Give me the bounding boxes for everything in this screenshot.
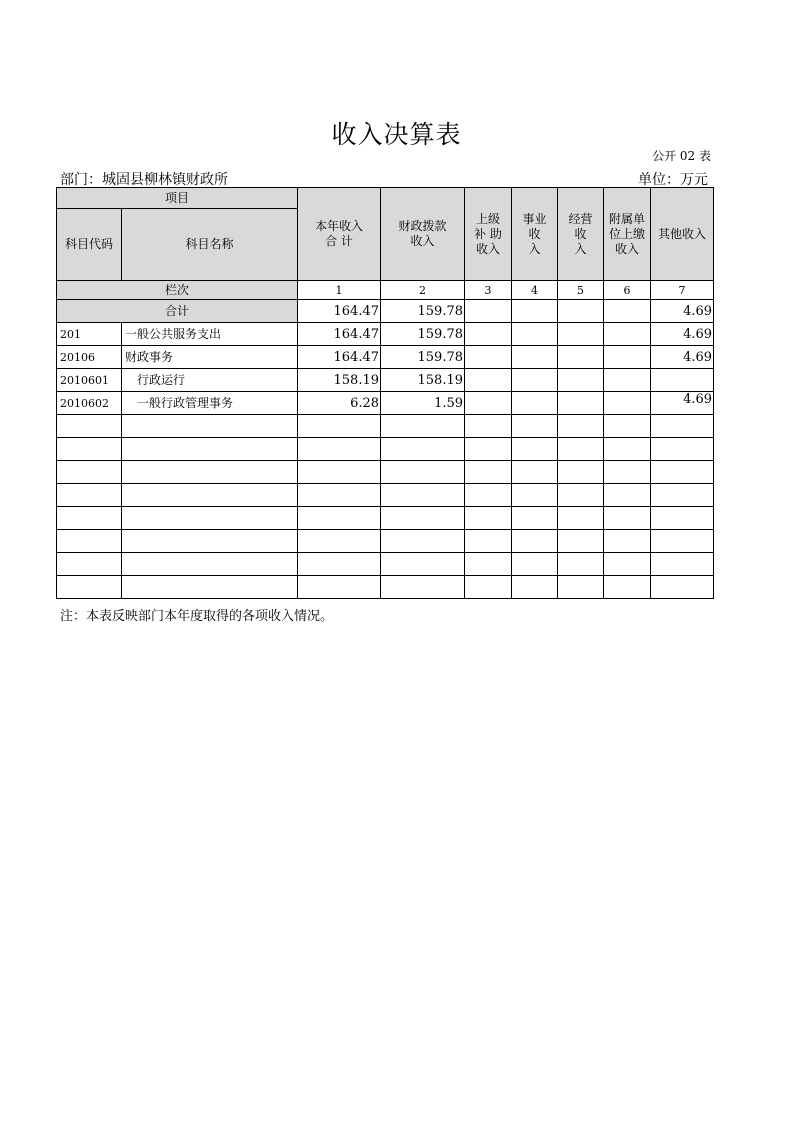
- income-table: [56, 187, 714, 599]
- total-cell: 164.47: [298, 300, 381, 323]
- header-business-income: 事业 收 入: [512, 188, 558, 281]
- header-code: 科目代码: [57, 209, 122, 281]
- empty-row: [57, 461, 714, 484]
- row-name: 财政事务: [122, 346, 298, 369]
- empty-row: [57, 484, 714, 507]
- table-note: 注：本表反映部门本年度取得的各项收入情况。: [60, 609, 334, 624]
- row-cell: [512, 369, 558, 392]
- row-cell: 159.78: [381, 323, 465, 346]
- row-cell: [465, 346, 512, 369]
- row-cell: [651, 369, 714, 392]
- row-cell: 1.59: [381, 392, 465, 415]
- row-cell: [604, 369, 651, 392]
- row-name: 一般行政管理事务: [122, 392, 298, 415]
- row-cell: 159.78: [381, 346, 465, 369]
- row-code: 2010602: [57, 392, 122, 415]
- row-cell: 4.69: [651, 392, 714, 415]
- empty-row: [57, 530, 714, 553]
- total-cell: [512, 300, 558, 323]
- row-code: 2010601: [57, 369, 122, 392]
- row-cell: 164.47: [298, 346, 381, 369]
- total-row: [57, 300, 714, 323]
- total-cell: [465, 300, 512, 323]
- total-cell: [558, 300, 604, 323]
- row-cell: [465, 369, 512, 392]
- header-name: 科目名称: [122, 209, 298, 281]
- row-cell: [465, 323, 512, 346]
- row-cell: [512, 392, 558, 415]
- empty-row: [57, 553, 714, 576]
- header-other-income: 其他收入: [651, 188, 714, 281]
- form-number: 公开 02 表: [652, 149, 711, 163]
- row-name: 行政运行: [122, 369, 298, 392]
- row-cell: [465, 392, 512, 415]
- row-cell: 4.69: [651, 346, 714, 369]
- row-cell: 158.19: [381, 369, 465, 392]
- col-number: 3: [465, 281, 512, 300]
- row-cell: 164.47: [298, 323, 381, 346]
- row-cell: 4.69: [651, 323, 714, 346]
- row-cell: [558, 323, 604, 346]
- col-number: 4: [512, 281, 558, 300]
- total-cell: 159.78: [381, 300, 465, 323]
- row-name: 一般公共服务支出: [122, 323, 298, 346]
- row-code: 20106: [57, 346, 122, 369]
- row-index-label: 栏次: [57, 281, 298, 300]
- empty-row: [57, 576, 714, 599]
- col-number: 7: [651, 281, 714, 300]
- col-number: 1: [298, 281, 381, 300]
- header-project: 项目: [57, 188, 298, 209]
- total-label: 合计: [57, 300, 298, 323]
- unit-label: 单位：万元: [638, 172, 708, 188]
- total-cell: 4.69: [651, 300, 714, 323]
- row-cell: [604, 346, 651, 369]
- col-number: 6: [604, 281, 651, 300]
- row-cell: [558, 392, 604, 415]
- table-row: [57, 323, 714, 346]
- col-number: 5: [558, 281, 604, 300]
- total-cell: [604, 300, 651, 323]
- department-label: 部门：城固县柳林镇财政所: [60, 172, 228, 188]
- row-cell: [558, 369, 604, 392]
- table-row: [57, 369, 714, 392]
- empty-row: [57, 438, 714, 461]
- page-title: 收入决算表: [331, 120, 462, 149]
- empty-row: [57, 415, 714, 438]
- header-affiliated-income: 附属单 位上缴 收入: [604, 188, 651, 281]
- empty-row: [57, 507, 714, 530]
- row-cell: 158.19: [298, 369, 381, 392]
- row-cell: [558, 346, 604, 369]
- row-code: 201: [57, 323, 122, 346]
- row-cell: [604, 323, 651, 346]
- row-cell: [512, 346, 558, 369]
- row-cell: 6.28: [298, 392, 381, 415]
- row-cell: [512, 323, 558, 346]
- header-superior-subsidy: 上级 补 助 收入: [465, 188, 512, 281]
- col-number: 2: [381, 281, 465, 300]
- table-row: [57, 346, 714, 369]
- header-operating-income: 经营 收 入: [558, 188, 604, 281]
- header-total-income: 本年收入 合 计: [298, 188, 381, 281]
- table-row: [57, 392, 714, 415]
- row-cell: [604, 392, 651, 415]
- header-fiscal-allocation: 财政拨款 收入: [381, 188, 465, 281]
